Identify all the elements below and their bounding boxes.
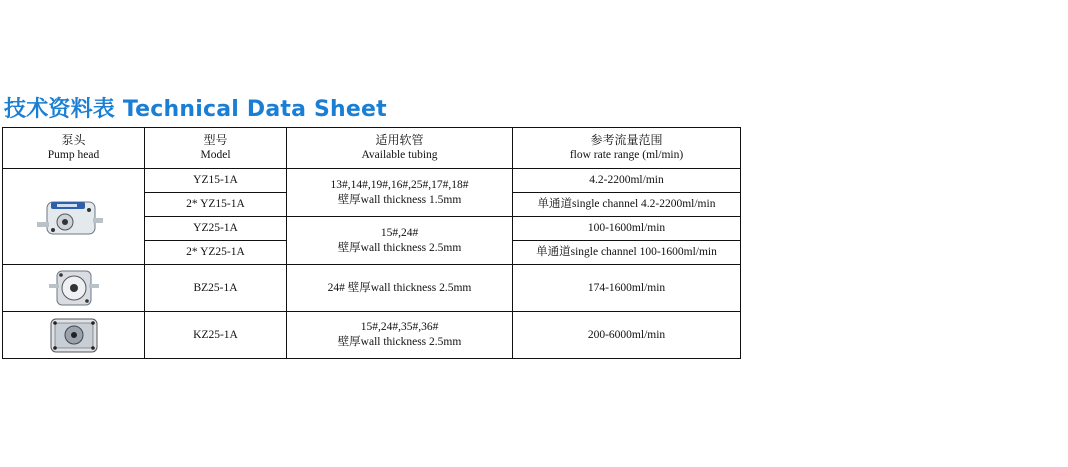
flow-cell: 4.2-2200ml/min [513, 169, 741, 193]
pump-image-cell [3, 265, 145, 312]
table-row [3, 169, 741, 193]
model-cell: YZ15-1A [145, 169, 287, 193]
yz-pump-head-image [35, 196, 113, 238]
flow-cell: 单通道single channel 4.2-2200ml/min [513, 193, 741, 217]
flow-cell: 174-1600ml/min [513, 265, 741, 312]
table-row [3, 265, 741, 312]
flow-cell: 100-1600ml/min [513, 217, 741, 241]
header-row [3, 128, 741, 169]
tubing-cell: 15#,24# 壁厚wall thickness 2.5mm [287, 217, 513, 265]
pump-image-cell [3, 312, 145, 359]
table-row [3, 312, 741, 359]
flow-cell: 单通道single channel 100-1600ml/min [513, 241, 741, 265]
header-flow-rate: 参考流量范围 flow rate range (ml/min) [513, 128, 741, 169]
page-title: 技术资料表 Technical Data Sheet [4, 97, 387, 122]
bz-pump-head-image [35, 267, 113, 309]
model-cell: 2* YZ15-1A [145, 193, 287, 217]
kz-pump-head-image [35, 314, 113, 356]
model-cell: BZ25-1A [145, 265, 287, 312]
technical-data-table [2, 127, 741, 359]
header-pump-head: 泵头 Pump head [3, 128, 145, 169]
tubing-cell: 15#,24#,35#,36# 壁厚wall thickness 2.5mm [287, 312, 513, 359]
model-cell: YZ25-1A [145, 217, 287, 241]
header-model: 型号 Model [145, 128, 287, 169]
pump-image-cell [3, 169, 145, 265]
tubing-cell: 24# 壁厚wall thickness 2.5mm [287, 265, 513, 312]
header-tubing: 适用软管 Available tubing [287, 128, 513, 169]
model-cell: KZ25-1A [145, 312, 287, 359]
tubing-cell: 13#,14#,19#,16#,25#,17#,18# 壁厚wall thickness 1.5mm [287, 169, 513, 217]
flow-cell: 200-6000ml/min [513, 312, 741, 359]
model-cell: 2* YZ25-1A [145, 241, 287, 265]
